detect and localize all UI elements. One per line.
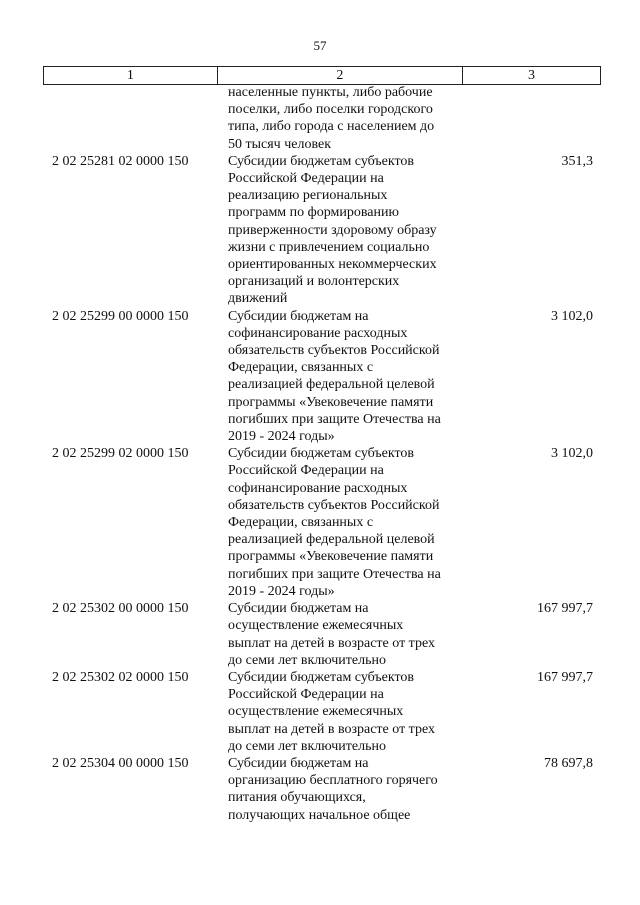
table-row — [0, 600, 640, 669]
description-line: Субсидии бюджетам субъектов — [228, 153, 415, 169]
description-line: софинансирование расходных — [228, 325, 408, 341]
description-line: осуществление ежемесячных — [228, 704, 404, 720]
amount-value: 167 997,7 — [537, 669, 593, 685]
description-line: Субсидии бюджетам субъектов — [228, 446, 415, 462]
table-row — [0, 153, 640, 308]
description-line: организацию бесплатного горячего — [228, 773, 438, 789]
description-line: Субсидии бюджетам на — [228, 601, 369, 617]
description-line: питания обучающихся, — [228, 790, 366, 806]
description-line: реализацию региональных — [228, 188, 388, 204]
description-line: обязательств субъектов Российской — [228, 343, 440, 359]
table-row — [0, 755, 640, 824]
amount-value: 167 997,7 — [537, 601, 593, 617]
description-line: погибших при защите Отечества на — [228, 566, 441, 582]
description-line: обязательств субъектов Российской — [228, 497, 440, 513]
description-line: программы «Увековечение памяти — [228, 394, 434, 410]
description-line: жизни с привлечением социально — [228, 239, 430, 255]
row-description — [228, 755, 473, 824]
budget-code: 2 02 25281 02 0000 150 — [52, 153, 189, 169]
row-description — [228, 600, 473, 669]
description-line: организаций и волонтерских — [228, 274, 400, 290]
amount-value: 3 102,0 — [551, 308, 593, 324]
description-line: погибших при защите Отечества на — [228, 411, 441, 427]
header-col-2: 2 — [217, 67, 462, 85]
budget-code: 2 02 25299 00 0000 150 — [52, 308, 189, 324]
row-description — [228, 445, 473, 600]
description-line: реализацией федеральной целевой — [228, 532, 435, 548]
description-line: до семи лет включительно — [228, 738, 386, 754]
description-line: 50 тысяч человек — [228, 136, 332, 152]
description-line: программ по формированию — [228, 205, 399, 221]
description-line: осуществление ежемесячных — [228, 618, 404, 634]
description-line: получающих начальное общее — [228, 807, 411, 823]
budget-code: 2 02 25302 02 0000 150 — [52, 669, 189, 685]
description-line: 2019 - 2024 годы» — [228, 583, 335, 599]
table-header — [43, 66, 601, 85]
budget-code: 2 02 25304 00 0000 150 — [52, 755, 189, 771]
description-line: населенные пункты, либо рабочие — [228, 85, 433, 100]
description-line: Федерации, связанных с — [228, 360, 374, 376]
description-line: софинансирование расходных — [228, 480, 408, 496]
description-line: движений — [228, 291, 288, 307]
amount-value: 78 697,8 — [544, 755, 593, 771]
budget-code: 2 02 25299 02 0000 150 — [52, 446, 189, 462]
page-number: 57 — [313, 38, 327, 53]
description-line: программы «Увековечение памяти — [228, 549, 434, 565]
header-col-3: 3 — [462, 67, 600, 85]
description-line: выплат на детей в возрасте от трех — [228, 721, 435, 737]
description-line: Субсидии бюджетам на — [228, 755, 369, 771]
budget-code: 2 02 25302 00 0000 150 — [52, 601, 189, 617]
description-line: Субсидии бюджетам на — [228, 308, 369, 324]
description-line: 2019 - 2024 годы» — [228, 429, 335, 445]
description-line: ориентированных некоммерческих — [228, 257, 437, 273]
row-description — [228, 669, 473, 755]
description-line: Субсидии бюджетам субъектов — [228, 669, 415, 685]
row-description — [228, 308, 473, 446]
table-body — [0, 84, 640, 824]
description-line: поселки, либо поселки городского — [228, 102, 433, 118]
table-row — [0, 669, 640, 755]
description-line: Российской Федерации на — [228, 463, 384, 479]
row-description — [228, 153, 473, 308]
amount-value: 3 102,0 — [551, 446, 593, 462]
description-line: выплат на детей в возрасте от трех — [228, 635, 435, 651]
description-line: Федерации, связанных с — [228, 515, 374, 531]
description-line: Российской Федерации на — [228, 171, 384, 187]
amount-value: 351,3 — [561, 153, 593, 169]
table-row — [0, 445, 640, 600]
description-line: реализацией федеральной целевой — [228, 377, 435, 393]
description-line: Российской Федерации на — [228, 687, 384, 703]
table-row — [0, 308, 640, 446]
description-line: приверженности здоровому образу — [228, 222, 437, 238]
description-line: до семи лет включительно — [228, 652, 386, 668]
header-col-1: 1 — [44, 67, 218, 85]
row-description — [228, 84, 473, 153]
table-row — [0, 84, 640, 153]
description-line: типа, либо города с населением до — [228, 119, 435, 135]
